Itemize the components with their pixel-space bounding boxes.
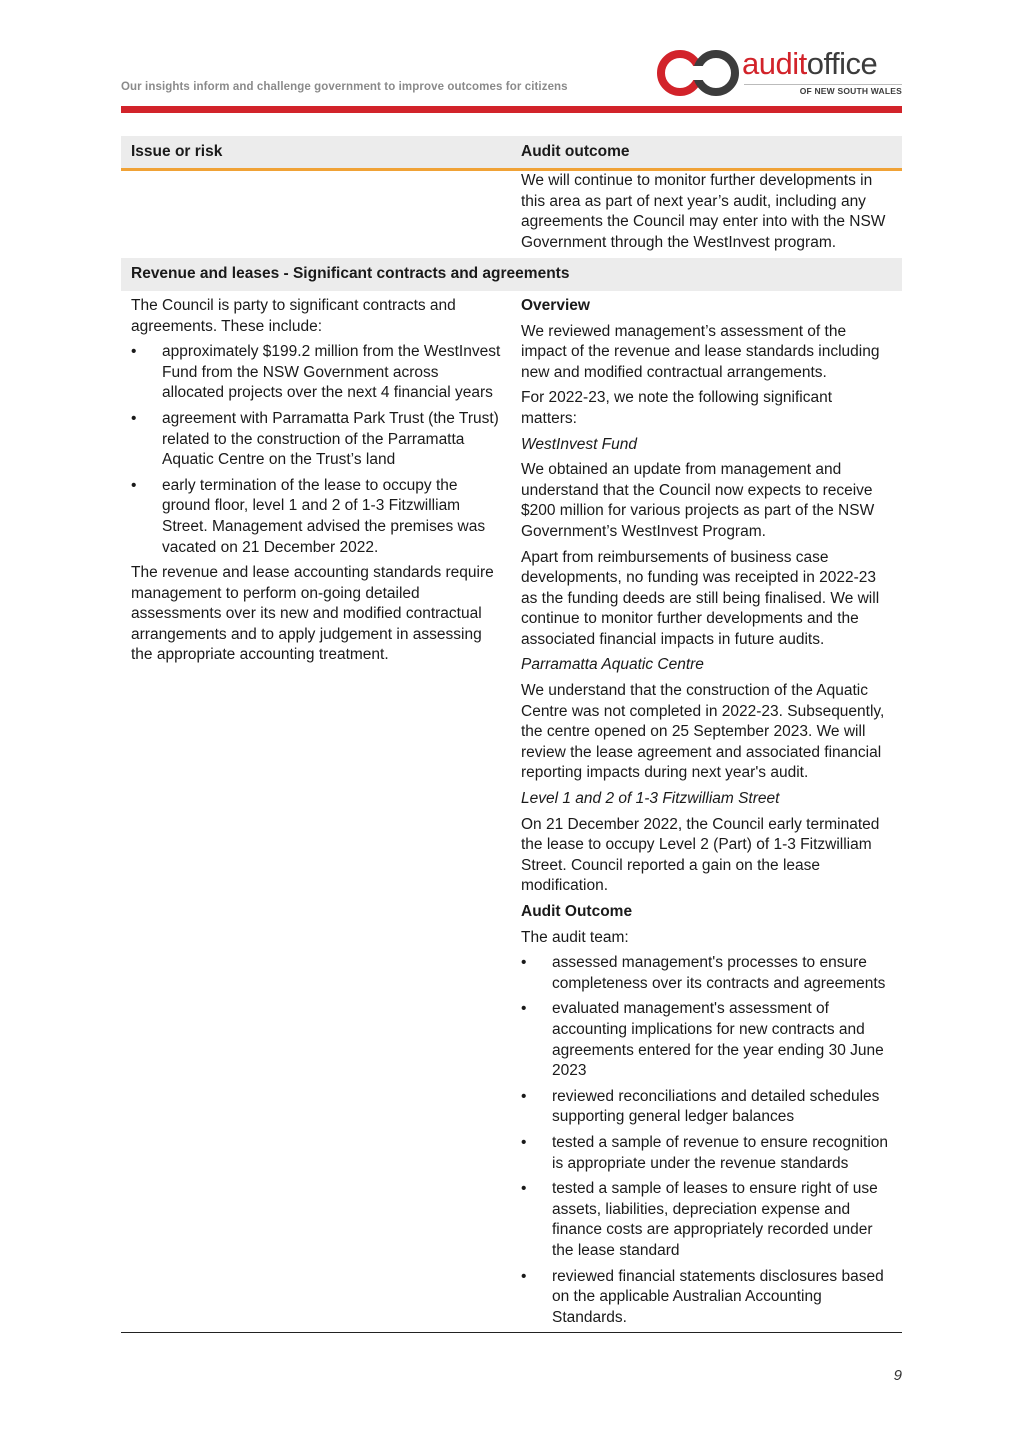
audit-intro: The audit team: [521,928,629,946]
list-item: • reviewed financial statements disclosures based on the applicable Australian Accounting Standards. [521,1267,892,1329]
logo-wordmark [742,46,877,82]
continuation-row [121,170,902,259]
table-header-row [121,136,902,170]
audit-outcome-heading: Audit Outcome [521,903,633,920]
list-item: • reviewed reconciliations and detailed schedules supporting general ledger balances [521,1087,892,1128]
logo-subtitle: OF NEW SOUTH WALES [799,86,902,96]
page-number: 9 [893,1367,902,1384]
issue-intro: The Council is party to significant contracts and agreements. These include: [131,296,456,335]
westinvest-heading: WestInvest Fund [521,435,638,453]
list-item: • early termination of the lease to occupy the ground floor, level 1 and 2 of 1-3 Fitzwilliam Street. Management advised the premises was vacated on 21 December 2022. [131,476,501,558]
col-header-issue: Issue or risk [121,136,511,170]
list-item: • evaluated management's assessment of accounting implications for new contracts and agreements entered for the year ending 30 June 2023 [521,999,892,1081]
issue-cell [121,291,511,1333]
audit-table [121,136,902,1333]
list-item: • approximately $199.2 million from the WestInvest Fund from the NSW Government across allocated projects over the next 4 financial years [131,342,501,404]
list-item: • tested a sample of leases to ensure right of use assets, liabilities, depreciation expense and finance costs are appropriately recorded under the lease standard [521,1179,892,1261]
logo-rings-icon [656,48,740,98]
continuation-outcome-cell [511,170,902,259]
continuation-issue-cell [121,170,511,259]
fitzwilliam-paragraph: On 21 December 2022, the Council early terminated the lease to occupy Level 2 (Part) of 1-3 Fitzwilliam Street. Council reported a gain on the lease modification. [521,815,880,895]
continuation-text: We will continue to monitor further developments in this area as part of next year’s audit, including any agreements the Council may enter into with the NSW Government through the WestInvest program. [521,172,886,251]
aquatic-heading: Parramatta Aquatic Centre [521,656,704,674]
header-tagline: Our insights inform and challenge government to improve outcomes for citizens [121,81,568,93]
westinvest-paragraph: Apart from reimbursements of business case developments, no funding was receipted in 2022-23 as the funding deeds are still being finalised. We will continue to monitor further developments and the associated financial impacts in future audits. [521,548,880,648]
aquatic-paragraph: We understand that the construction of the Aquatic Centre was not completed in 2022-23. Subsequently, the centre opened on 25 September 2023. We will review the lease agreement and associated financial reporting impacts during next year's audit. [521,682,885,782]
list-item: • assessed management's processes to ensure completeness over its contracts and agreements [521,953,892,994]
overview-paragraph: We reviewed management’s assessment of the impact of the revenue and lease standards including new and modified contractual arrangements. [521,322,880,381]
list-item: • tested a sample of revenue to ensure recognition is appropriate under the revenue standards [521,1133,892,1174]
overview-heading: Overview [521,296,590,314]
issue-list [131,342,501,558]
logo-rule [744,84,902,85]
outcome-cell [511,291,902,1333]
col-header-outcome: Audit outcome [511,136,902,170]
audit-list [521,953,892,1328]
section-row [121,258,902,291]
list-item: • agreement with Parramatta Park Trust (the Trust) related to the construction of the Parramatta Aquatic Centre on the Trust’s land [131,409,501,471]
table-row [121,291,902,1333]
issue-closing: The revenue and lease accounting standards require management to perform on-going detailed assessments over its new and modified contractual arrangements and to apply judgement in assessing the appropriate accounting treatment. [131,564,494,664]
logo-audit: audit [742,46,807,81]
logo-office: office [806,46,878,81]
audit-office-logo [656,48,904,98]
header-divider [121,106,902,113]
fitzwilliam-heading: Level 1 and 2 of 1-3 Fitzwilliam Street [521,790,780,808]
westinvest-paragraph: We obtained an update from management and understand that the Council now expects to receive $200 million for various projects as part of the NSW Government’s WestInvest Program. [521,461,875,540]
overview-paragraph: For 2022-23, we note the following significant matters: [521,389,833,427]
section-title: Revenue and leases - Significant contracts and agreements [121,258,902,291]
